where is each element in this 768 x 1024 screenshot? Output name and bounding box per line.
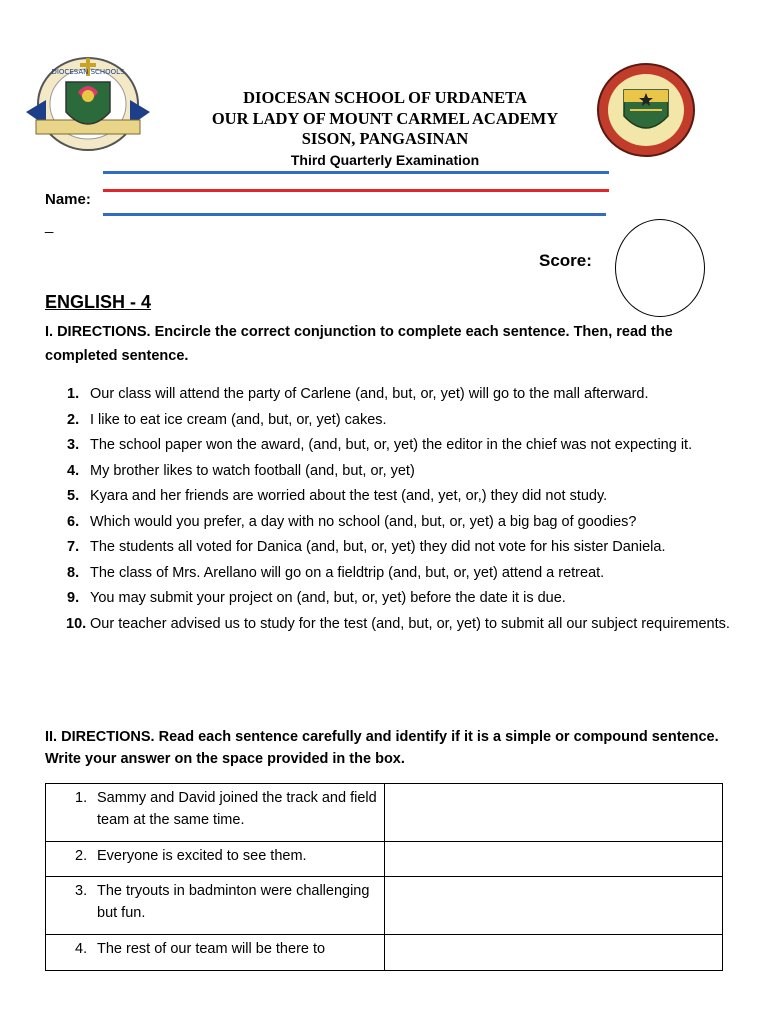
- score-label: Score:: [539, 251, 592, 270]
- subject-title: ENGLISH - 4: [45, 292, 152, 312]
- name-label: Name:: [45, 191, 91, 208]
- item-text: Which would you prefer, a day with no school (and, but, or, yet) a big bag of goodies?: [90, 513, 637, 530]
- name-rule-red: [103, 189, 609, 192]
- list-item: [45, 459, 745, 485]
- item-text: Kyara and her friends are worried about the test (and, yet, or,) they did not study.: [90, 488, 608, 504]
- answer-table: [45, 783, 723, 971]
- table-row: [46, 935, 723, 971]
- question-number: 4.: [75, 941, 88, 957]
- item-number: 10.: [66, 615, 87, 632]
- part2-directions: II. DIRECTIONS. Read each sentence carefully and identify if it is a simple or compound sentence. Write your answer on the space provided in the box.: [45, 729, 719, 767]
- part1-directions: I. DIRECTIONS. Encircle the correct conjunction to complete each sentence. Then, read the completed sentence.: [45, 324, 673, 364]
- list-item: [45, 382, 745, 408]
- item-text: You may submit your project on (and, but, or, yet) before the date it is due.: [90, 590, 566, 606]
- question-cell: [46, 842, 385, 877]
- school-name-2: OUR LADY OF MOUNT CARMEL ACADEMY: [211, 108, 559, 128]
- school-name-1: DIOCESAN SCHOOL OF URDANETA: [243, 88, 527, 107]
- answer-cell[interactable]: [385, 784, 723, 842]
- name-dash: _: [45, 217, 54, 234]
- table-row: [46, 784, 723, 842]
- item-text: Our teacher advised us to study for the test (and, but, or, yet) to submit all our subject requirements.: [90, 615, 730, 632]
- item-number: 6.: [67, 513, 80, 530]
- question-number: 2.: [75, 848, 88, 864]
- item-text: My brother likes to watch football (and, but, or, yet): [90, 462, 415, 479]
- list-item: [45, 433, 745, 459]
- item-number: 3.: [67, 437, 80, 453]
- item-number: 5.: [67, 488, 80, 504]
- table-row: [46, 842, 723, 877]
- item-text: The school paper won the award, (and, but, or, yet) the editor in the chief was not expecting it.: [90, 437, 693, 453]
- item-number: 1.: [67, 386, 80, 402]
- exam-title: Third Quarterly Examination: [290, 152, 480, 168]
- question-cell: [46, 877, 385, 935]
- list-item: [45, 408, 745, 434]
- list-item: [45, 510, 745, 536]
- list-item: [45, 484, 745, 510]
- question-text: The rest of our team will be there to: [97, 941, 326, 957]
- question-text: Sammy and David joined the track and field team at the same time.: [97, 790, 377, 828]
- left-logo-text: DIOCESAN SCHOOLS: [51, 68, 125, 76]
- list-item: [45, 612, 745, 638]
- list-item: [45, 561, 745, 587]
- question-cell: [46, 784, 385, 842]
- diocesan-schools-logo: [22, 52, 154, 156]
- question-number: 3.: [75, 883, 88, 899]
- item-text: The class of Mrs. Arellano will go on a fieldtrip (and, but, or, yet) attend a retreat.: [90, 564, 605, 581]
- item-text: I like to eat ice cream (and, but, or, yet) cakes.: [90, 411, 387, 428]
- question-text: Everyone is excited to see them.: [97, 848, 307, 864]
- score-circle[interactable]: [615, 219, 705, 317]
- answer-cell[interactable]: [385, 842, 723, 877]
- school-location: SISON, PANGASINAN: [301, 129, 469, 148]
- item-number: 8.: [67, 564, 80, 581]
- question-cell: [46, 935, 385, 971]
- name-rule-blue: [103, 213, 606, 216]
- list-item: [45, 586, 745, 612]
- item-text: The students all voted for Danica (and, but, or, yet) they did not vote for his sister Daniela.: [90, 539, 666, 555]
- list-item: [45, 535, 745, 561]
- item-number: 7.: [67, 539, 80, 555]
- school-header: [160, 88, 610, 150]
- table-row: [46, 877, 723, 935]
- item-number: 9.: [67, 590, 80, 606]
- part1-item-list: [45, 382, 745, 637]
- question-text: The tryouts in badminton were challenging but fun.: [97, 883, 370, 921]
- answer-cell[interactable]: [385, 935, 723, 971]
- header-rule-blue-top: [103, 171, 609, 174]
- item-text: Our class will attend the party of Carlene (and, but, or, yet) will go to the mall afterward.: [90, 386, 649, 402]
- item-number: 4.: [67, 462, 80, 479]
- item-number: 2.: [67, 411, 80, 428]
- answer-cell[interactable]: [385, 877, 723, 935]
- question-number: 1.: [75, 790, 88, 806]
